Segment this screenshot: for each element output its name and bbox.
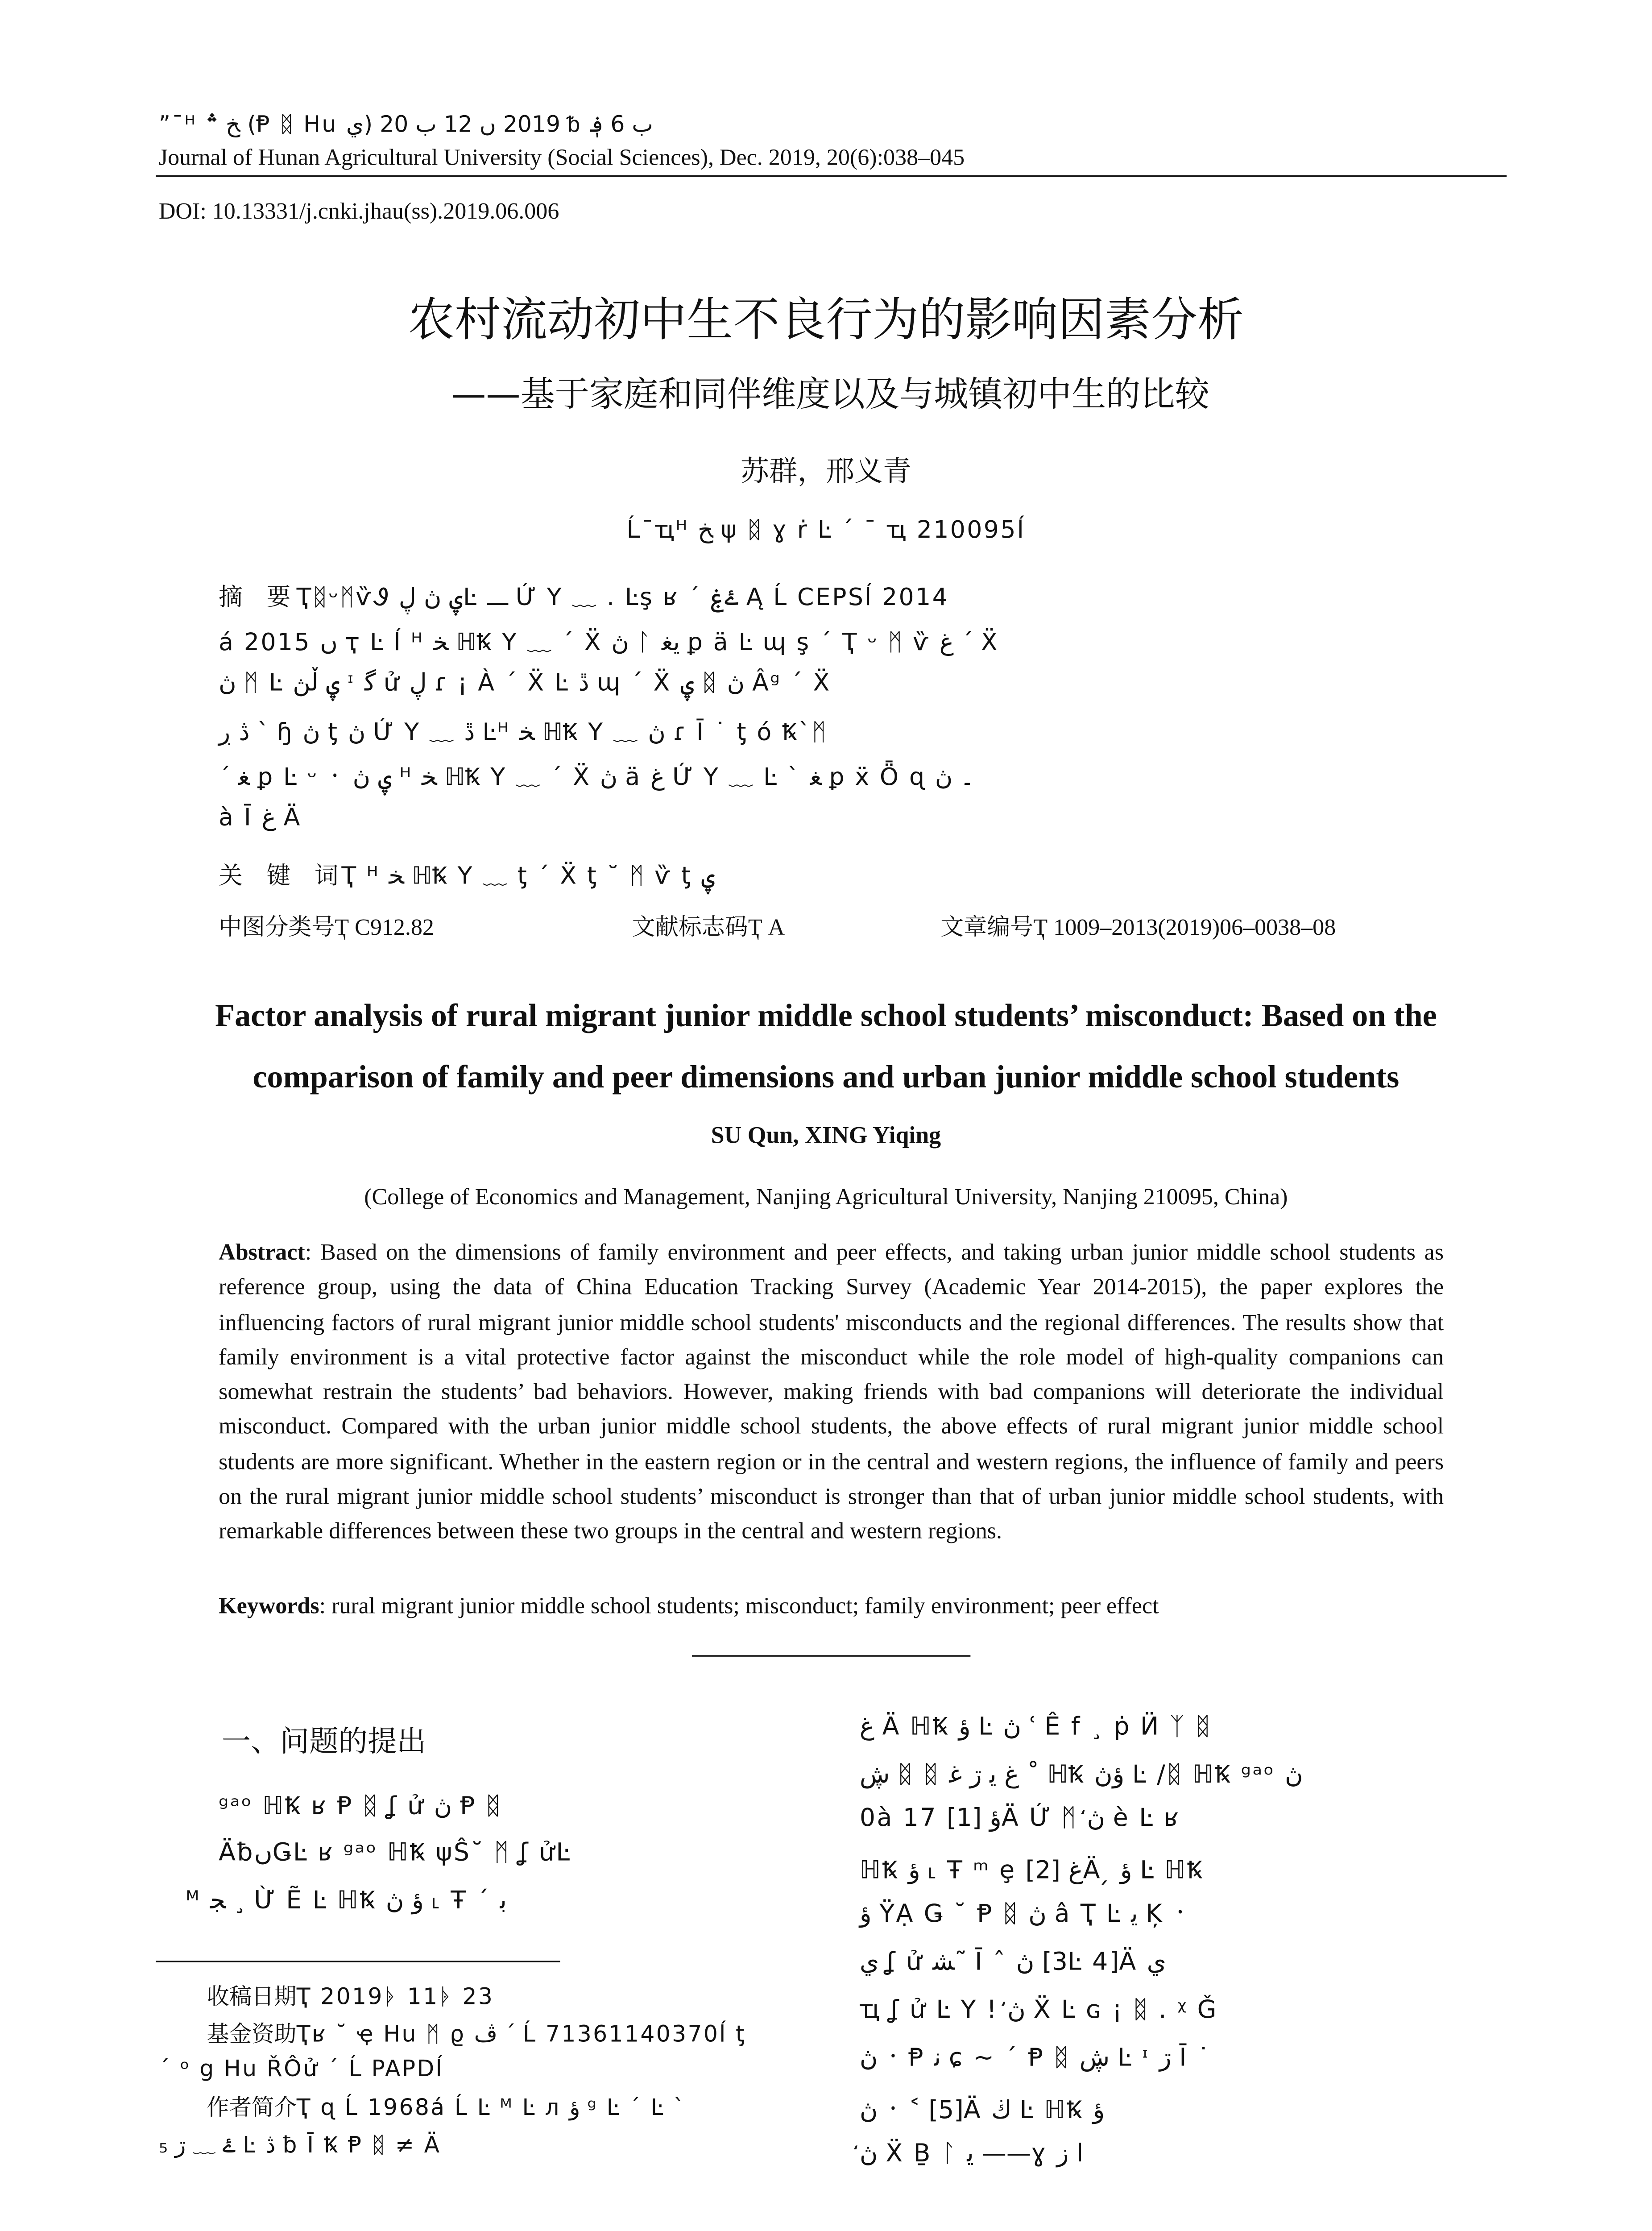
keywords-en-label: Keywords <box>219 1593 319 1619</box>
body-right-line: ҵ ʆ ử Ŀ Y ! ڽ̒ Ẍ Ŀ ɢ ¡ ᛥ . ᵡ Ǧ <box>859 1995 1218 2024</box>
separator-rule <box>692 1655 970 1656</box>
section-heading: 一、问题的提出 <box>221 1724 426 1759</box>
clc-label: 中图分类号 <box>219 913 335 941</box>
paper-title-en-line2: comparison of family and peer dimensions and urban junior middle school students <box>253 1059 1399 1095</box>
fund-label: 基金资助 <box>207 2020 297 2048</box>
author-line2: ۓ ﹏ ڗ ₅ Ŀ ڎ ƀ Ī Ꝅ Ᵽ ᛥ ≠ Ä <box>158 2131 441 2159</box>
paper-title-en-line1: Factor analysis of rural migrant junior middle school students’ misconduct: Based on the <box>215 997 1437 1034</box>
affiliation-en: (College of Economics and Management, Nanjing Agricultural University, Nanjing 210095, China) <box>364 1185 1288 1211</box>
footnote-rule <box>156 1961 560 1962</box>
body-right-line: 0à 17 ؤ [1]Ä Ứ ᛗ ڽ̒ è Ŀ ʁ <box>859 1803 1180 1832</box>
fund-line2: ˊ ᵒ g Hu ŘÔử ˊ Ĺ PAPDĺ <box>158 2055 443 2082</box>
paper-title-cn: 农村流动初中生不良行为的影响因素分析 <box>408 293 1244 348</box>
body-right-line: ﻍ Ä ℍꝄ ؤ Ŀ ڽ ʿ Ê f ¸ ṗ Ӥ ᛉ ᛥ <box>859 1712 1212 1741</box>
body-right-line: ڽ ᛫ ˂ [5]Ä ڬ Ŀ ℍꝄ ؤ <box>859 2095 1105 2124</box>
clc-value: Ҭ C912.82 <box>335 915 434 941</box>
paper-subtitle-cn: ——基于家庭和同伴维度以及与城镇初中生的比较 <box>451 376 1209 415</box>
body-left-line: ÄƀںǤĿ ʁ ᵍᵃᵒ ℍꝄ ψŜ˘ ᛗ ʆ ửĿ <box>219 1838 571 1866</box>
abstract-en <box>219 1236 1444 1550</box>
clc-number <box>219 909 434 942</box>
keywords-cn-label: 关 键 词 <box>219 861 339 890</box>
authors-en: SU Qun, XING Yiqing <box>711 1123 941 1149</box>
footnote-received <box>207 1980 494 2011</box>
art-label: 文章编号 <box>940 913 1034 941</box>
journal-header-en: Journal of Hunan Agricultural University (Social Sciences), Dec. 2019, 20(6):038–045 <box>158 145 965 171</box>
keywords-cn: Ҭ ᴴ ﺨ ℍꝄ Y ﹏ ƫ ˊ Ẍ ƫ ˘ ᛗ ѷ ƫ ۑ <box>341 861 716 890</box>
body-right-line: ℍꝄ ؤ ˪ Ŧ ᵐ ȩ ﻍ [2]Ä ̗ ؤ Ŀ ℍꝄ <box>859 1856 1204 1885</box>
body-right-line: ي ʆ ử ﺸ˜ Ī ˆ ڽ [3Ŀ 4]Ä ي <box>859 1947 1166 1976</box>
document-code <box>632 909 785 942</box>
affiliation-cn: Ĺ¯ҵᴴ ﺦ ψ ᛥ ɣ ṙ Ŀ ˊ ¯ ҵ 210095ĺ <box>626 515 1026 544</box>
abstract-en-label: Abstract <box>219 1240 305 1266</box>
keywords-en-text: : rural migrant junior middle school students; misconduct; family environment; peer effect <box>319 1593 1159 1619</box>
abstract-cn-line: á 2015 ں ҭ Ŀ ĺ ᴴ ﺨ ℍꝄ Y ﹏ ˊ Ẍ ڽ ᛚ ﻳﻐ ꝑ ä Ŀ ɰ ş ˊ Ҭ ᵕ ᛗ ѷ ﻍ ˊ Ẍ <box>219 627 999 656</box>
body-right-line: ڜ ᛥ ᛥ ﻍ ﻳ ڗ ﻏ ˚ ℍꝄ ؤڽ Ŀ /ᛥ ℍꝄ ᵍᵃᵒ ڽ <box>859 1760 1303 1789</box>
author-label: 作者简介 <box>207 2094 297 2121</box>
author-line1: Ҭ ɋ Ĺ 1968á Ĺ Ŀ ᴹ Ŀ л ؤ ᵍ Ŀ ˊ Ŀ ˋ <box>296 2094 686 2121</box>
body-right-line: ڽ ᛫ Ᵽ ﻧ ɕ ~ ˊ Ᵽ ᛥ ڜ Ŀ ᶦ ڗ Ī ˙ <box>859 2043 1211 2072</box>
footnote-author <box>207 2091 686 2122</box>
body-left-line: ᵍᵃᵒ ℍꝄ ʁ Ᵽ ᛥ ʆ ử ڽ Ᵽ ᛥ <box>219 1791 502 1820</box>
abstract-cn-line: ڎ ڔ ˋ ɧ ڽ ƫ ڽ Ứ Y ﹏ ڐ Ŀᴴ ﺨ ℍꝄ Y ﹏ ڽ ɾ Ī ˙ ƫ ó Ꝅˋᛗ <box>219 717 828 746</box>
body-left-line: ᴹ ﺠ ¸ Ừ Ẽ Ŀ ℍꝄ ؤ ڽ ˪ Ŧ ˊ ﺑ <box>186 1886 507 1915</box>
keywords-en <box>219 1594 1159 1621</box>
art-value: Ҭ 1009–2013(2019)06–0038–08 <box>1033 915 1336 941</box>
abstract-cn-line: ˊ ﻐ ꝑ Ŀ ᵕ ᛫ ۑ ڽ ᴴ ﺨ ℍꝄ Y ﹏ ˊ Ẍ ڽ ä ﻍ Ứ Y ﹏ Ŀ ˋ ﻐ ꝑ ẍ Ȫ ɋ ۔ ڽ <box>219 762 974 791</box>
body-right-line: ؤ ŸẠ Ǥ ˘ Ᵽ ᛥ ڽ â Ҭ Ŀ ﻳ Ķ ᛫ <box>859 1899 1189 1928</box>
doc-value: Ҭ A <box>748 915 785 941</box>
journal-header-cn: ”¯ᴴ ﺦ ؞ (Ᵽ ᛥ Hu ي) 2019 ں 12 ب 20 ᵬ ب 6 ؋ <box>158 111 653 138</box>
abstract-cn-label: 摘 要 <box>219 582 291 611</box>
received-label: 收稿日期 <box>207 1983 297 2011</box>
authors-cn: 苏群，邢义青 <box>740 455 911 489</box>
received-value: Ҭ 2019ᚧ 11ᚧ 23 <box>296 1983 494 2011</box>
doi: DOI: 10.13331/j.cnki.jhau(ss).2019.06.006 <box>158 199 559 225</box>
fund-line1: Ҭʁ ˘ ҿ Hu ᛗ ϱ ڤ ˊ Ĺ 71361140370ĺ ƫ <box>296 2020 746 2048</box>
body-right-line: ڽ̒ Ẍ Ḇ ᛚ ﻳ ——ɣ ا ز <box>859 2139 1084 2168</box>
doc-label: 文献标志码 <box>632 913 748 941</box>
abstract-cn-line: à Ī ﻍ Ä <box>219 803 302 832</box>
abstract-cn-line: ڽ ᛗ Ŀ ۑ ڵڽ ᶦ ﮔ ử ڸ ɾ ¡ À ˊ Ẍ Ŀ ڐ ɰ ˊ Ẍ ۑ ᛥ ڽ Âᵍ ˊ Ẍ <box>219 668 831 697</box>
abstract-en-text: : Based on the dimensions of family environment and peer effects, and taking urban junior middle school students as reference group, using the data of China Education Tracking Survey (Academic Year 2014-2015), the paper explores the influencing factors of rural migrant junior middle school students' misconducts and the regional differences. The results show that family environment is a vital protective factor against the misconduct while the role model of high-quality companions can somewhat restrain the students’ bad behaviors. However, making friends with bad companions will deteriorate the individual misconduct. Compared with the urban junior middle school students, the above effects of rural migrant junior middle school students are more significant. Whether in the eastern region or in the central and western regions, the influence of family and peers on the rural migrant junior middle school students’ misconduct is stronger than that of urban junior middle school students, with remarkable differences between these two groups in the central and western regions. <box>219 1240 1444 1545</box>
article-number <box>940 909 1336 942</box>
abstract-cn-line: ҬᛥᵕᛗѷᏭ ۑ ڽ ڸĿ ـــ Ứ Y ﹏ . Ŀş ʁ ˊ ۓۼ Ą Ĺ CEPSĺ 2014 <box>296 582 949 611</box>
header-rule <box>156 175 1507 177</box>
footnote-fund <box>207 2018 746 2049</box>
